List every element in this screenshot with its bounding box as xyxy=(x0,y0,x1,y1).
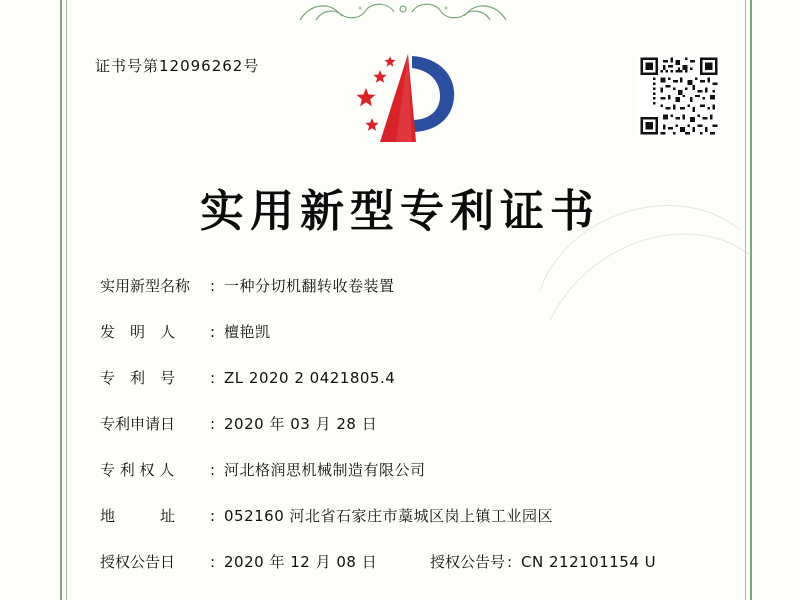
field-colon-application-date: : xyxy=(210,415,216,433)
field-value-grant-date: 2020 年 12 月 08 日 xyxy=(224,553,378,571)
field-row-patent-number xyxy=(100,367,710,388)
field-value-patentee: 河北格润思机械制造有限公司 xyxy=(224,461,426,479)
field-colon-utility-model-name: : xyxy=(210,277,216,295)
page-title: 实用新型专利证书 xyxy=(200,186,600,237)
cnipa-patent-logo xyxy=(350,48,470,153)
field-value-patent-number: ZL 2020 2 0421805.4 xyxy=(224,369,396,387)
field-row-inventor xyxy=(100,321,710,342)
field-value-utility-model-name: 一种分切机翻转收卷装置 xyxy=(224,277,395,295)
ornament-top xyxy=(60,0,752,22)
field-row-application-date xyxy=(100,413,710,434)
field-row-address xyxy=(100,505,710,526)
certificate-number: 证书号第12096262号 xyxy=(95,57,260,75)
field-colon-patent-number: : xyxy=(210,369,216,387)
field-colon-patentee: : xyxy=(210,461,216,479)
field-row-patentee xyxy=(100,459,710,480)
field-label-utility-model-name: 实用新型名称 xyxy=(100,277,191,295)
field-row-utility-model-name xyxy=(100,275,710,296)
field-label-grant-date: 授权公告日 xyxy=(100,553,176,571)
field-colon-address: : xyxy=(210,507,216,525)
announcement-number-group xyxy=(430,551,656,572)
field-value-address: 052160 河北省石家庄市藁城区岗上镇工业园区 xyxy=(224,507,554,525)
field-colon-inventor: : xyxy=(210,323,216,341)
field-label-announcement-number: 授权公告号 xyxy=(430,553,506,571)
certificate-fields xyxy=(100,275,710,572)
field-row-grant-info xyxy=(100,551,710,572)
field-label-inventor: 发 明 人 xyxy=(100,323,176,341)
field-label-patentee: 专 利 权 人 xyxy=(100,461,175,479)
field-label-application-date: 专利申请日 xyxy=(100,415,176,433)
field-colon-grant-date: : xyxy=(210,553,216,571)
field-label-patent-number: 专 利 号 xyxy=(100,369,176,387)
field-value-application-date: 2020 年 03 月 28 日 xyxy=(224,415,378,433)
field-label-address: 地 址 xyxy=(100,507,176,525)
qr-code xyxy=(638,55,720,137)
field-value-inventor: 檀艳凯 xyxy=(224,323,271,341)
grant-date-group xyxy=(100,551,430,572)
field-colon-announcement-number: : xyxy=(507,553,513,571)
field-value-announcement-number: CN 212101154 U xyxy=(521,553,657,571)
